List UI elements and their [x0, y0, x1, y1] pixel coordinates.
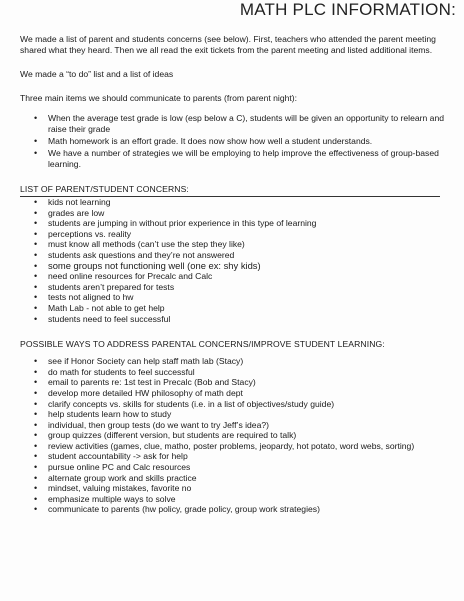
- list-item: • individual, then group tests (do we want to try Jeff’s idea?): [20, 420, 448, 431]
- concerns-list: [20, 197, 448, 324]
- list-item: • Math Lab - not able to get help: [20, 303, 448, 314]
- list-item: • do math for students to feel successful: [20, 367, 448, 378]
- list-item: • students aren’t prepared for tests: [20, 282, 448, 293]
- list-item: • review activities (games, clue, matho, poster problems, jeopardy, hot potato, word webs, sorting): [20, 441, 448, 452]
- list-item: • We have a number of strategies we will be employing to help improve the effectiveness of group-based learning.: [20, 148, 448, 170]
- list-item: • need online resources for Precalc and Calc: [20, 271, 448, 282]
- list-item: • email to parents re: 1st test in Precalc (Bob and Stacy): [20, 377, 448, 388]
- ways-heading: POSSIBLE WAYS TO ADDRESS PARENTAL CONCERNS/IMPROVE STUDENT LEARNING:: [20, 339, 385, 350]
- intro-paragraph: We made a list of parent and students concerns (see below). First, teachers who attended the parent meeting shared what they heard. Then we all read the exit tickets from the parent meeting and listed additional items.: [20, 34, 436, 55]
- list-item: • see if Honor Society can help staff math lab (Stacy): [20, 356, 448, 367]
- list-item: • develop more detailed HW philosophy of math dept: [20, 388, 448, 399]
- list-item: • When the average test grade is low (esp below a C), students will be given an opportunity to relearn and raise their grade: [20, 113, 448, 135]
- list-item: • perceptions vs. reality: [20, 229, 448, 240]
- concerns-heading: LIST OF PARENT/STUDENT CONCERNS:: [20, 184, 189, 194]
- list-item: • student accountability -> ask for help: [20, 451, 448, 462]
- list-item: • help students learn how to study: [20, 409, 448, 420]
- todo-paragraph: We made a “to do” list and a list of ideas: [20, 69, 174, 79]
- list-item: • pursue online PC and Calc resources: [20, 462, 448, 473]
- list-item: • tests not aligned to hw: [20, 292, 448, 303]
- list-item: • kids not learning: [20, 197, 448, 208]
- document-body: [20, 34, 448, 515]
- list-item: • emphasize multiple ways to solve: [20, 494, 448, 505]
- list-item: • group quizzes (different version, but students are required to talk): [20, 430, 448, 441]
- list-item: • students are jumping in without prior experience in this type of learning: [20, 218, 448, 229]
- list-item: • must know all methods (can’t use the step they like): [20, 239, 448, 250]
- list-item: • communicate to parents (hw policy, grade policy, group work strategies): [20, 504, 448, 515]
- list-item: • students need to feel successful: [20, 314, 448, 325]
- list-item: • alternate group work and skills practice: [20, 473, 448, 484]
- list-item: • students ask questions and they’re not answered: [20, 250, 448, 261]
- list-item: • Math homework is an effort grade. It does now show how well a student understands.: [20, 136, 448, 147]
- list-item: • grades are low: [20, 208, 448, 219]
- page-title: MATH PLC INFORMATION:: [239, 0, 456, 19]
- list-item: • mindset, valuing mistakes, favorite no: [20, 483, 448, 494]
- three-items-intro: Three main items we should communicate to parents (from parent night):: [20, 93, 298, 103]
- ways-list: [20, 356, 448, 515]
- list-item: • clarify concepts vs. skills for students (i.e. in a list of objectives/study guide): [20, 399, 448, 410]
- list-item: • some groups not functioning well (one ex: shy kids): [20, 261, 448, 272]
- three-items-list: [20, 113, 448, 170]
